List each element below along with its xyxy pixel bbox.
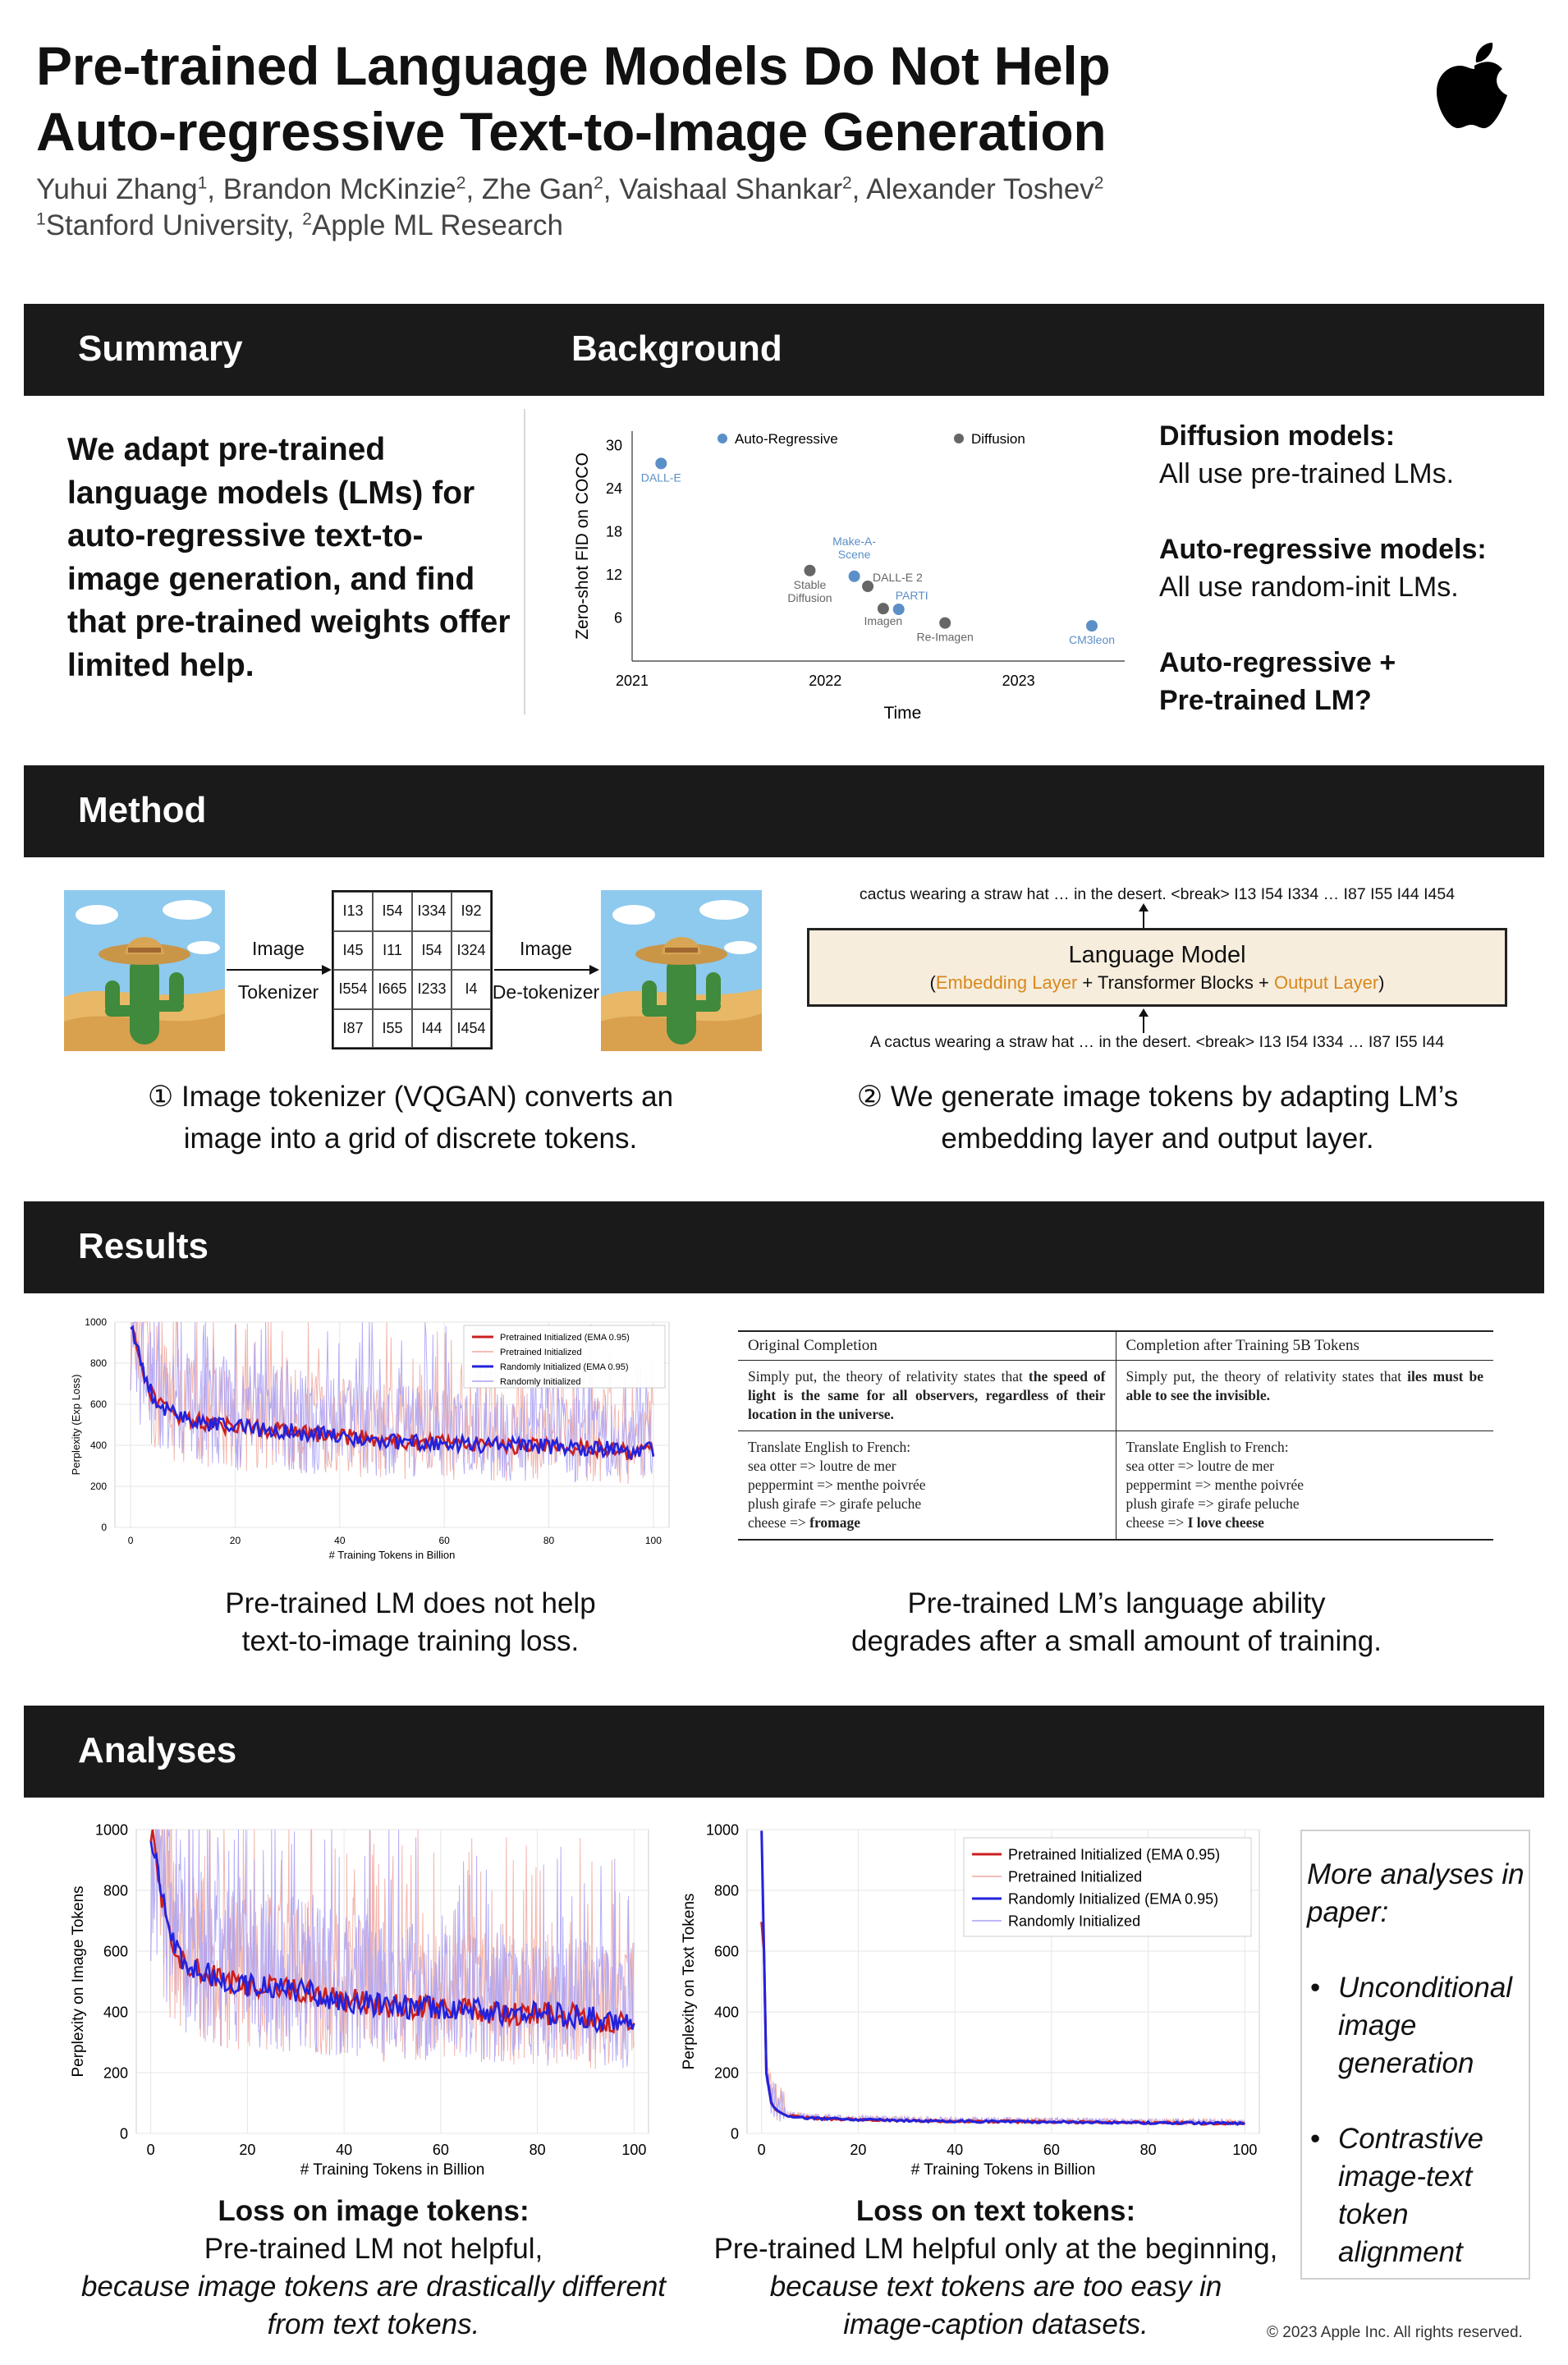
- y-tick-label: 400: [713, 2004, 739, 2021]
- image-token-loss-chart: [57, 1821, 657, 2183]
- bg-point-autoregressive: [1159, 530, 1545, 606]
- x-tick-label: 20: [229, 1535, 241, 1546]
- x-axis-label: # Training Tokens in Billion: [300, 2161, 485, 2179]
- affiliation-name: Stanford University: [45, 209, 287, 241]
- more-analyses-title: More analyses in paper:: [1307, 1858, 1524, 1928]
- section-title-results: Results: [78, 1226, 209, 1266]
- x-tick-label: 40: [336, 2142, 353, 2158]
- token-cell: I4: [452, 970, 491, 1009]
- token-cell: I44: [412, 1009, 452, 1049]
- cactus-input-image: [64, 890, 225, 1051]
- legend-label: Pretrained Initialized: [1008, 1868, 1143, 1885]
- cell-completion: iles must be able to see the invisible.: [1126, 1368, 1484, 1403]
- more-analyses-list: [1307, 1969, 1529, 2271]
- analyses-band: [24, 1706, 1544, 1798]
- data-point: [804, 565, 815, 576]
- caption-line: Pre-trained LM not helpful,: [204, 2233, 543, 2265]
- analyses-caption-right: [696, 2193, 1295, 2344]
- cell-line: peppermint => menthe poivrée: [748, 1476, 926, 1493]
- y-tick-label: 18: [605, 523, 622, 540]
- cell-line: sea otter => loutre de mer: [1126, 1458, 1275, 1474]
- legend-label: Randomly Initialized: [1008, 1913, 1141, 1930]
- cell-line: peppermint => menthe poivrée: [1126, 1476, 1304, 1493]
- token-cell: I11: [373, 931, 412, 971]
- summary-text: We adapt pre-trained language models (LMs) for auto-regressive text-to-image generation, and find that pre-trained weights offer limited help.: [67, 432, 511, 683]
- y-tick-label: 200: [103, 2064, 128, 2082]
- caption-italic: from text tokens.: [267, 2308, 480, 2340]
- x-tick-label: 80: [1139, 2142, 1157, 2158]
- caption-line: text-to-image training loss.: [241, 1625, 580, 1657]
- token-cell: I54: [412, 931, 452, 971]
- bg-point-body: All use random-init LMs.: [1159, 572, 1459, 603]
- x-tick-label: 80: [543, 1535, 555, 1546]
- y-tick-label: 600: [713, 1943, 739, 1960]
- x-tick-label: 40: [334, 1535, 346, 1546]
- x-axis-label: Time: [883, 704, 922, 723]
- detokenizer-label-line: De-tokenizer: [492, 981, 600, 1003]
- caption-line: embedding layer and output layer.: [941, 1123, 1374, 1155]
- y-tick-label: 12: [605, 567, 622, 583]
- y-tick-label: 24: [605, 480, 622, 497]
- results-loss-chart: [57, 1314, 681, 1573]
- caption-heading: Loss on text tokens:: [855, 2195, 1136, 2227]
- y-tick-label: 6: [613, 609, 622, 627]
- lm-output-arrow-icon: [1135, 903, 1152, 928]
- point-label: Diffusion: [787, 590, 832, 604]
- x-tick-label: 2021: [615, 673, 649, 689]
- poster-title: [36, 33, 1110, 164]
- affil-sup: 2: [302, 209, 312, 229]
- token-cell: I334: [412, 892, 452, 931]
- tokenizer-label-line: Image: [252, 938, 305, 959]
- token-cell: I233: [412, 970, 452, 1009]
- cell-line: sea otter => loutre de mer: [748, 1458, 896, 1474]
- x-tick-label: 0: [146, 2142, 155, 2158]
- cell-line: Translate English to French:: [1126, 1439, 1289, 1455]
- x-tick-label: 60: [432, 2142, 449, 2158]
- x-tick-label: 60: [438, 1535, 450, 1546]
- method-caption-right: [788, 1076, 1527, 1160]
- point-label: DALL-E 2: [873, 571, 923, 584]
- language-model-box: [807, 928, 1507, 1007]
- y-tick-label: 1000: [705, 1821, 739, 1839]
- x-tick-label: 20: [239, 2142, 256, 2158]
- caption-italic: because image tokens are drastically different: [80, 2271, 667, 2303]
- legend-label: Randomly Initialized (EMA 0.95): [1008, 1890, 1219, 1908]
- y-tick-label: 30: [605, 437, 622, 454]
- lm-input-text: A cactus wearing a straw hat … in the desert. <break> I13 I54 I334 … I87 I55 I44: [869, 1033, 1445, 1051]
- bg-point-body: All use pre-trained LMs.: [1159, 458, 1455, 489]
- legend-label: Pretrained Initialized: [500, 1347, 582, 1357]
- y-tick-label: 600: [89, 1398, 107, 1411]
- lm-paren: (: [929, 972, 936, 993]
- author-affil-sup: 2: [1093, 173, 1104, 193]
- point-label: DALL-E: [640, 471, 681, 484]
- background-points: [1159, 417, 1545, 719]
- bg-point-body: Pre-trained LM?: [1159, 685, 1372, 716]
- text-token-loss-chart: [675, 1821, 1274, 2183]
- data-point: [939, 618, 951, 629]
- table-header: Original Completion: [738, 1331, 1116, 1361]
- completion-table: [738, 1330, 1493, 1541]
- cell-line: plush girafe => girafe peluche: [1126, 1495, 1300, 1512]
- table-cell: [1116, 1431, 1493, 1541]
- cell-prompt: Simply put, the theory of relativity states that: [748, 1368, 1029, 1385]
- caption-heading: Loss on image tokens:: [218, 2195, 530, 2227]
- token-cell: I665: [373, 970, 412, 1009]
- lm-paren: ): [1378, 972, 1385, 993]
- author-name: Brandon McKinzie: [222, 173, 456, 205]
- x-tick-label: 2022: [809, 673, 842, 689]
- caption-line: image into a grid of discrete tokens.: [183, 1123, 638, 1155]
- caption-line: degrades after a small amount of training.: [851, 1625, 1382, 1657]
- lm-embedding-layer: Embedding Layer: [935, 972, 1078, 993]
- apple-logo-icon: [1435, 41, 1514, 138]
- cell-completion: the speed of light is the same for all observers, regardless of their location in the universe.: [748, 1368, 1106, 1422]
- affil-sup: 1: [36, 209, 46, 229]
- x-tick-label: 80: [529, 2142, 546, 2158]
- list-item: • Unconditional image generation: [1307, 1969, 1529, 2083]
- y-tick-label: 600: [103, 1943, 128, 1960]
- bg-point-question: [1159, 644, 1545, 719]
- author-affil-sup: 2: [456, 173, 466, 193]
- section-title-background: Background: [571, 328, 782, 369]
- legend-label: Pretrained Initialized (EMA 0.95): [500, 1332, 630, 1343]
- y-tick-label: 800: [103, 1882, 128, 1899]
- bg-point-heading: Diffusion models:: [1159, 420, 1396, 452]
- point-label: Stable: [793, 577, 827, 591]
- author-name: Alexander Toshev: [866, 173, 1094, 205]
- results-caption-right: [747, 1585, 1486, 1660]
- y-tick-label: 1000: [85, 1316, 107, 1329]
- token-cell: I324: [452, 931, 491, 971]
- y-tick-label: 400: [89, 1440, 107, 1452]
- detokenizer-label-line: Image: [520, 938, 572, 959]
- title-line-1: Pre-trained Language Models Do Not Help: [36, 35, 1111, 96]
- data-point: [862, 581, 873, 592]
- cell-prompt: cheese =>: [748, 1514, 810, 1531]
- point-label: Imagen: [864, 614, 903, 628]
- token-cell: I13: [333, 892, 373, 931]
- column-divider: [524, 409, 525, 714]
- point-label: Scene: [837, 547, 871, 561]
- legend-marker: [954, 434, 964, 443]
- table-cell: [1116, 1361, 1493, 1431]
- legend-label: Pretrained Initialized (EMA 0.95): [1008, 1846, 1221, 1863]
- cactus-output-image: [601, 890, 762, 1051]
- y-axis-label: Perplexity on Text Tokens: [681, 1893, 699, 2070]
- author-affil-sup: 2: [841, 173, 852, 193]
- caption-line: Pre-trained LM helpful only at the beginning,: [713, 2233, 1278, 2265]
- table-cell: [738, 1431, 1116, 1541]
- caption-italic: because text tokens are too easy in: [769, 2271, 1222, 2303]
- caption-italic: image-caption datasets.: [843, 2308, 1148, 2340]
- x-tick-label: 40: [947, 2142, 964, 2158]
- cell-completion: fromage: [809, 1514, 860, 1531]
- table-header: Completion after Training 5B Tokens: [1116, 1331, 1493, 1361]
- point-label: CM3leon: [1068, 633, 1116, 647]
- point-label: Re-Imagen: [916, 630, 974, 644]
- legend-label: Diffusion: [971, 431, 1025, 447]
- x-tick-label: 60: [1043, 2142, 1060, 2158]
- legend-label: Randomly Initialized: [500, 1376, 581, 1387]
- y-tick-label: 1000: [94, 1821, 128, 1839]
- method-band: [24, 765, 1544, 857]
- results-band: [24, 1201, 1544, 1293]
- data-point: [893, 604, 905, 615]
- section-title-method: Method: [78, 790, 207, 830]
- data-point: [878, 603, 889, 614]
- x-axis-label: # Training Tokens in Billion: [910, 2161, 1096, 2179]
- y-tick-label: 200: [89, 1481, 107, 1493]
- lm-title: Language Model: [1068, 942, 1246, 968]
- x-tick-label: 20: [850, 2142, 867, 2158]
- table-cell: [738, 1361, 1116, 1431]
- caption-line: Pre-trained LM does not help: [225, 1587, 596, 1619]
- cell-line: Translate English to French:: [748, 1439, 911, 1455]
- data-point: [1086, 620, 1098, 631]
- y-tick-label: 0: [119, 2125, 128, 2142]
- affiliation-name: Apple ML Research: [311, 209, 563, 241]
- y-axis-label: Perplexity (Exp Loss): [69, 1374, 82, 1476]
- point-label: PARTI: [895, 589, 928, 602]
- y-tick-label: 400: [103, 2004, 128, 2021]
- y-axis-label: Zero-shot FID on COCO: [573, 452, 592, 640]
- token-cell: I92: [452, 892, 491, 931]
- token-cell: I54: [373, 892, 412, 931]
- title-line-2: Auto-regressive Text-to-Image Generation: [36, 101, 1107, 162]
- method-caption-left: [49, 1076, 772, 1160]
- y-tick-label: 0: [730, 2125, 739, 2142]
- author-name: Vaishaal Shankar: [619, 173, 842, 205]
- list-item: • Contrastive image-text token alignment: [1307, 2120, 1529, 2271]
- token-cell: I454: [452, 1009, 491, 1049]
- x-tick-label: 0: [127, 1535, 134, 1546]
- results-caption-left: [49, 1585, 772, 1660]
- token-cell: I87: [333, 1009, 373, 1049]
- y-tick-label: 800: [713, 1882, 739, 1899]
- bg-point-heading: Auto-regressive models:: [1159, 534, 1487, 565]
- fid-timeline-chart: [566, 415, 1141, 731]
- x-axis-label: # Training Tokens in Billion: [328, 1549, 456, 1561]
- x-tick-label: 0: [757, 2142, 766, 2158]
- analyses-caption-left: [57, 2193, 690, 2344]
- bg-point-diffusion: [1159, 417, 1545, 493]
- tokenizer-label-line: Tokenizer: [237, 981, 319, 1003]
- author-name: Yuhui Zhang: [36, 173, 198, 205]
- bg-point-heading: Auto-regressive +: [1159, 647, 1396, 678]
- more-analyses-box: [1300, 1830, 1530, 2280]
- author-name: Zhe Gan: [481, 173, 594, 205]
- x-tick-label: 100: [621, 2142, 647, 2158]
- x-tick-label: 100: [644, 1535, 662, 1546]
- author-list: Yuhui Zhang$^1$, Brandon McKinzie$^2$, Zhe Gan$^2$, Vaishaal Shankar$^2$, Alexander Toshev$^2$: [36, 173, 1104, 205]
- author-affil-sup: 1: [197, 173, 208, 193]
- lm-components: [809, 972, 1505, 994]
- affiliation-list: $^1$Stanford University, $^2$Apple ML Research: [36, 209, 563, 241]
- summary-background-band: [24, 304, 1544, 396]
- lm-output-text: cactus wearing a straw hat … in the desert. <break> I13 I54 I334 … I87 I55 I44 I454: [859, 885, 1456, 903]
- section-title-summary: Summary: [78, 328, 243, 369]
- cell-prompt: cheese =>: [1126, 1514, 1188, 1531]
- detokenizer-arrow-icon: [494, 964, 599, 976]
- data-point: [655, 457, 667, 469]
- data-point: [849, 571, 860, 582]
- copyright-notice: © 2023 Apple Inc. All rights reserved.: [1267, 2324, 1523, 2341]
- point-label: Make-A-: [832, 534, 877, 548]
- section-title-analyses: Analyses: [78, 1730, 237, 1770]
- y-tick-label: 800: [89, 1357, 107, 1370]
- y-tick-label: 200: [713, 2064, 739, 2082]
- caption-line: ② We generate image tokens by adapting LM’s: [856, 1081, 1459, 1113]
- caption-line: Pre-trained LM’s language ability: [907, 1587, 1326, 1619]
- lm-transformer-blocks: + Transformer Blocks +: [1077, 972, 1274, 993]
- legend-label: Auto-Regressive: [735, 431, 838, 447]
- author-affil-sup: 2: [594, 173, 603, 193]
- legend-marker: [718, 434, 727, 443]
- token-grid: [332, 890, 493, 1049]
- x-tick-label: 100: [1232, 2142, 1258, 2158]
- cell-completion: I love cheese: [1187, 1514, 1264, 1531]
- tokenizer-arrow-icon: [227, 964, 332, 976]
- lm-output-layer: Output Layer: [1273, 972, 1379, 993]
- cell-prompt: Simply put, the theory of relativity states that: [1126, 1368, 1408, 1385]
- lm-input-arrow-icon: [1135, 1008, 1152, 1033]
- legend-label: Randomly Initialized (EMA 0.95): [500, 1362, 629, 1372]
- token-cell: I45: [333, 931, 373, 971]
- y-axis-label: Perplexity on Image Tokens: [70, 1885, 88, 2078]
- token-cell: I55: [373, 1009, 412, 1049]
- caption-line: ① Image tokenizer (VQGAN) converts an: [147, 1081, 674, 1113]
- x-tick-label: 2023: [1002, 673, 1035, 689]
- y-tick-label: 0: [101, 1522, 107, 1534]
- token-cell: I554: [333, 970, 373, 1009]
- cell-line: plush girafe => girafe peluche: [748, 1495, 922, 1512]
